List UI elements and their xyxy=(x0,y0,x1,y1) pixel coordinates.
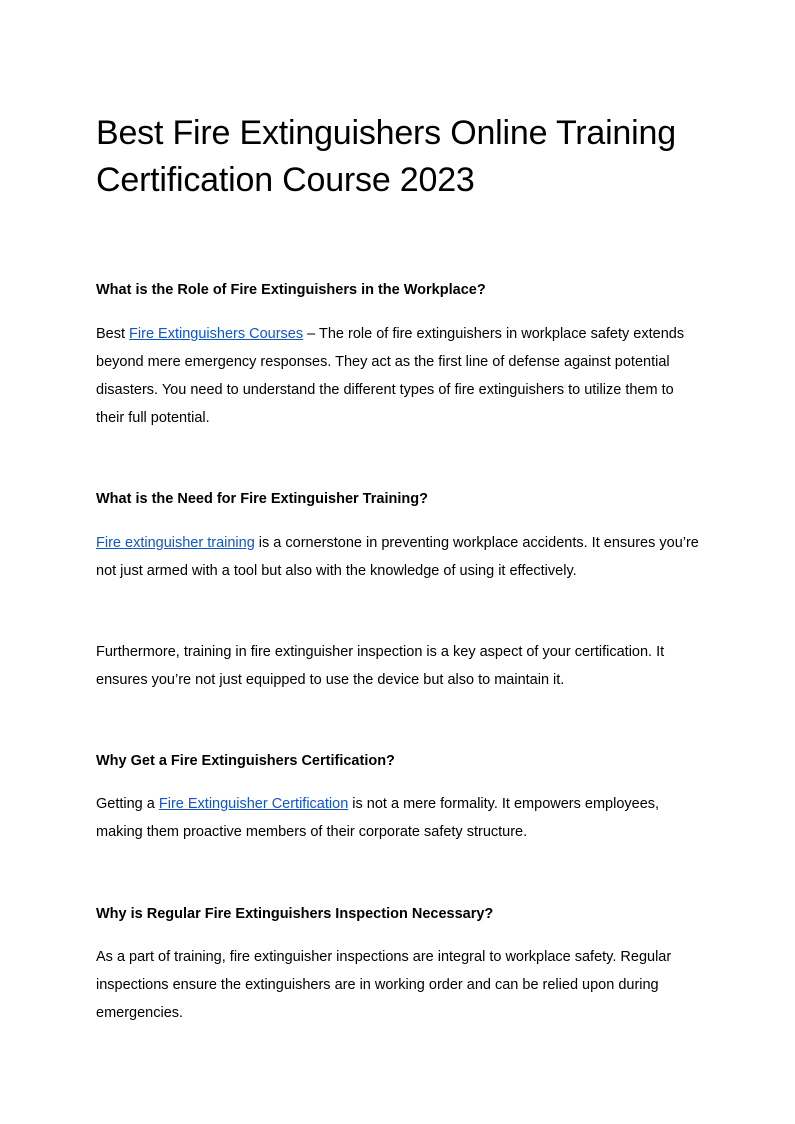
paragraph-role xyxy=(96,320,701,432)
paragraph-text: Best xyxy=(96,326,130,342)
document-title: Best Fire Extinguishers Online Training Certification Course 2023 xyxy=(96,114,676,199)
section-heading-certification: Why Get a Fire Extinguishers Certification? xyxy=(96,753,395,769)
paragraph-certification xyxy=(96,790,701,846)
paragraph-text: is not a mere formality. It empowers employees, making them proactive members of their corporate safety structure. xyxy=(96,796,660,840)
section-heading-inspection: Why is Regular Fire Extinguishers Inspection Necessary? xyxy=(96,906,494,922)
section-heading-need: What is the Need for Fire Extinguisher Training? xyxy=(96,491,428,507)
paragraph-text: Getting a xyxy=(96,796,159,812)
paragraph-need xyxy=(96,529,701,585)
section-heading-role: What is the Role of Fire Extinguishers in the Workplace? xyxy=(96,282,486,298)
paragraph-text: – The role of fire extinguishers in workplace safety extends beyond mere emergency responses. They act as the first line of defense against potential disasters. You need to understand the different types of fire extinguishers to utilize them to their full potential. xyxy=(96,326,685,426)
link-fire-extinguisher-certification[interactable]: Fire Extinguisher Certification xyxy=(158,796,349,812)
paragraph-inspection-training: Furthermore, training in fire extinguisher inspection is a key aspect of your certification. It ensures you’re not just equipped to use the device but also to maintain it. xyxy=(96,644,665,688)
paragraph-text: is a cornerstone in preventing workplace accidents. It ensures you’re not just armed with a tool but also with the knowledge of using it effectively. xyxy=(96,535,699,579)
paragraph-inspection: As a part of training, fire extinguisher inspections are integral to workplace safety. Regular inspections ensure the extinguishers are in working order and can be relied upon during emergencies. xyxy=(96,949,672,1021)
link-fire-extinguishers-courses[interactable]: Fire Extinguishers Courses xyxy=(129,326,304,342)
link-fire-extinguisher-training[interactable]: Fire extinguisher training xyxy=(96,535,255,551)
